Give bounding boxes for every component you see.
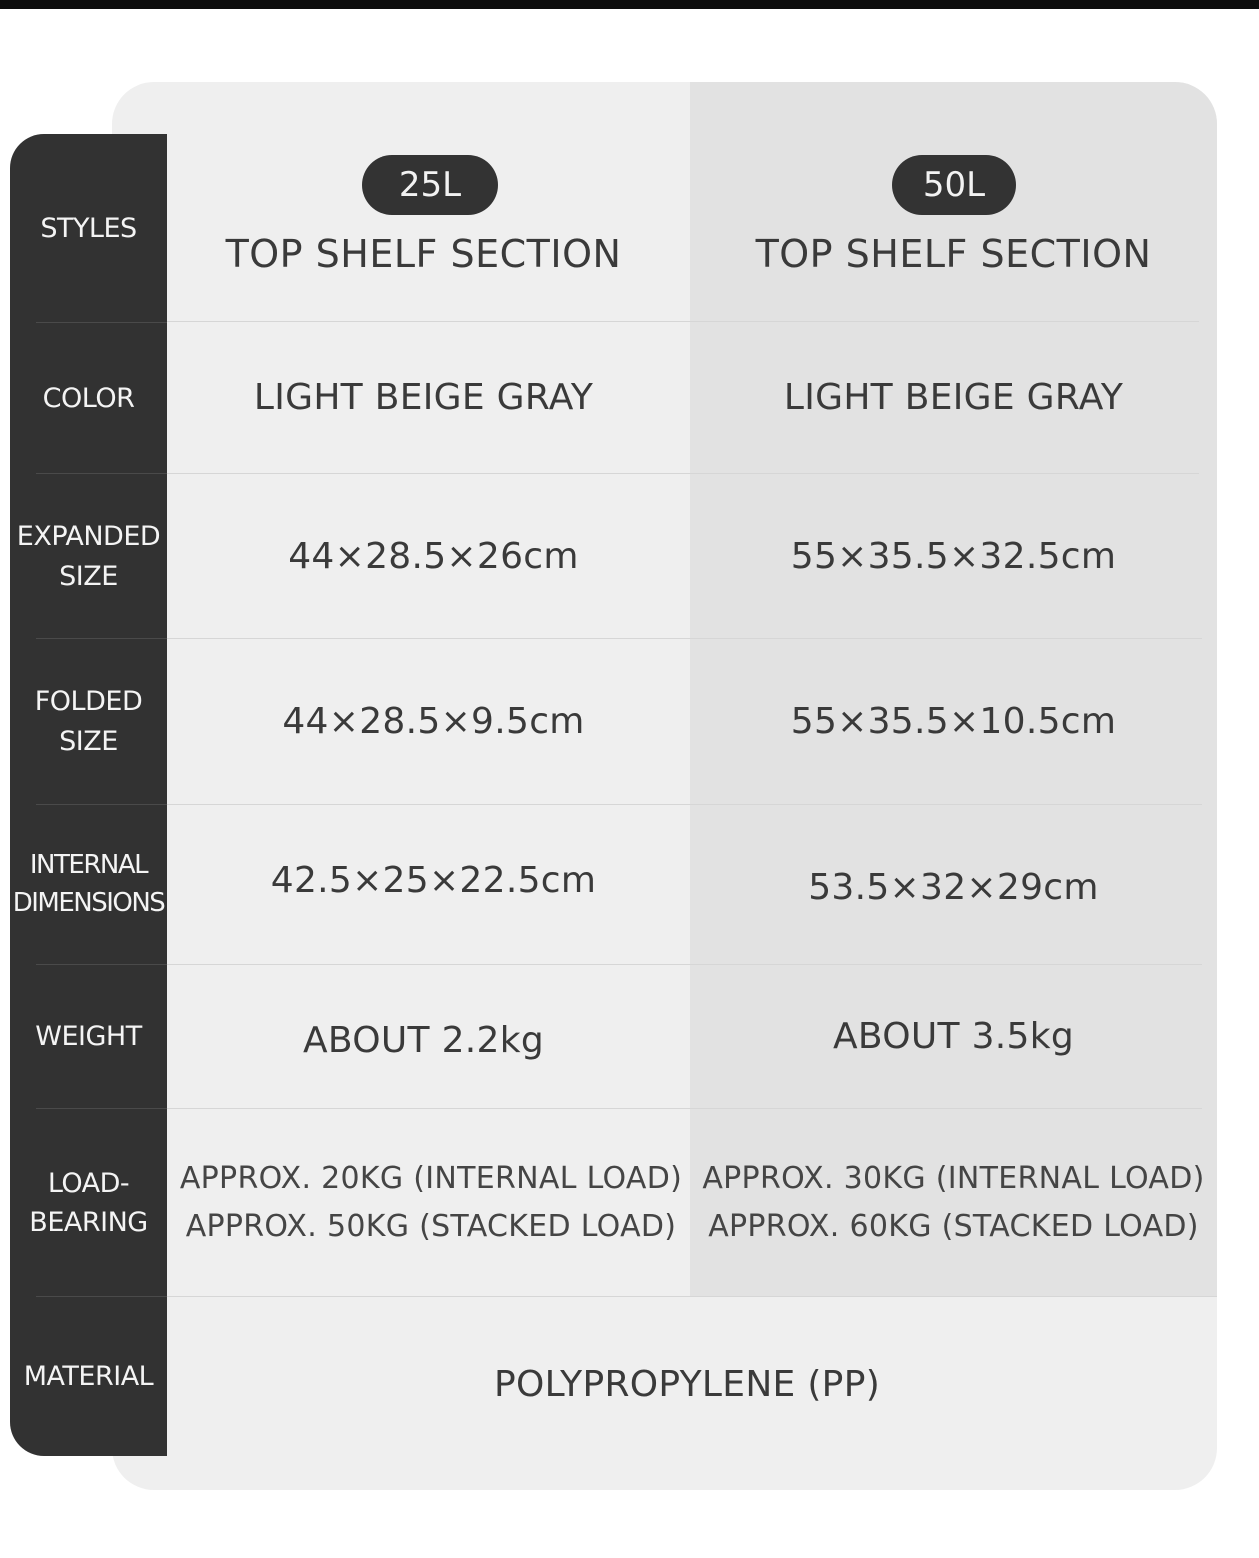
label-color: COLOR bbox=[42, 383, 135, 415]
style-25l: TOP SHELF SECTION bbox=[225, 232, 622, 276]
load-bearing-50l bbox=[690, 1109, 1217, 1296]
capacity-badge-50l: 50L bbox=[892, 155, 1016, 215]
label-internal-line1: INTERNAL bbox=[29, 850, 148, 881]
label-load-bearing bbox=[10, 1109, 167, 1297]
label-styles: STYLES bbox=[40, 213, 137, 245]
label-folded-size bbox=[10, 639, 167, 804]
label-internal-line2: DIMENSIONS bbox=[12, 888, 165, 918]
label-weight: WEIGHT bbox=[35, 1021, 142, 1053]
internal-dimensions-25l: 42.5×25×22.5cm bbox=[270, 859, 597, 901]
load-bearing-25l bbox=[162, 1109, 700, 1296]
top-bar bbox=[0, 0, 1259, 9]
row-label-column bbox=[10, 134, 167, 1456]
label-load-line1: LOAD- bbox=[47, 1167, 130, 1199]
weight-25l: ABOUT 2.2kg bbox=[302, 1019, 545, 1061]
internal-dimensions-50l: 53.5×32×29cm bbox=[808, 866, 1099, 908]
load-internal-25l: APPROX. 20KG (INTERNAL LOAD) bbox=[179, 1160, 683, 1196]
expanded-size-25l: 44×28.5×26cm bbox=[288, 535, 579, 577]
label-folded-line1: FOLDED bbox=[34, 686, 143, 718]
material-value: POLYPROPYLENE (PP) bbox=[493, 1364, 881, 1405]
label-divider bbox=[36, 322, 167, 323]
label-expanded-size bbox=[10, 474, 167, 639]
weight-50l: ABOUT 3.5kg bbox=[832, 1016, 1075, 1057]
label-load-line2: BEARING bbox=[29, 1207, 148, 1238]
load-internal-50l: APPROX. 30KG (INTERNAL LOAD) bbox=[702, 1160, 1205, 1196]
style-50l: TOP SHELF SECTION bbox=[755, 232, 1152, 276]
label-expanded-line1: EXPANDED bbox=[16, 521, 161, 553]
label-folded-line2: SIZE bbox=[59, 725, 118, 757]
folded-size-50l: 55×35.5×10.5cm bbox=[790, 701, 1117, 742]
load-stacked-50l: APPROX. 60KG (STACKED LOAD) bbox=[708, 1208, 1199, 1244]
color-25l: LIGHT BEIGE GRAY bbox=[253, 377, 594, 418]
label-expanded-line2: SIZE bbox=[59, 560, 118, 592]
label-material: MATERIAL bbox=[23, 1360, 154, 1392]
capacity-badge-25l: 25L bbox=[362, 155, 498, 215]
color-50l: LIGHT BEIGE GRAY bbox=[783, 377, 1124, 418]
spec-table-card bbox=[112, 82, 1217, 1490]
label-internal-dimensions bbox=[10, 805, 167, 965]
expanded-size-50l: 55×35.5×32.5cm bbox=[790, 535, 1117, 577]
load-stacked-25l: APPROX. 50KG (STACKED LOAD) bbox=[185, 1208, 677, 1244]
folded-size-25l: 44×28.5×9.5cm bbox=[282, 701, 585, 742]
